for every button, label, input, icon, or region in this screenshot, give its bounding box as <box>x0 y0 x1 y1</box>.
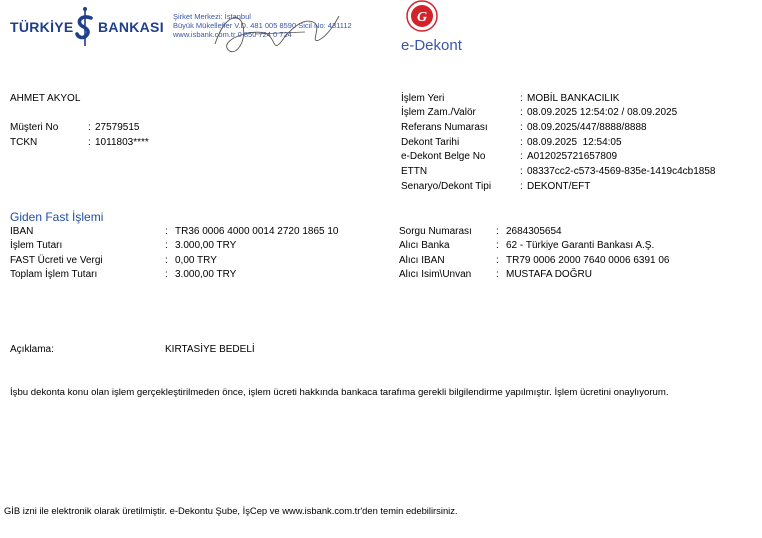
fast-value: TR36 0006 4000 0014 2720 1865 10 <box>175 226 339 237</box>
fast-label: Alıcı IBAN <box>399 255 445 266</box>
field-value: 27579515 <box>95 122 140 133</box>
fast-value: TR79 0006 2000 7640 0006 6391 06 <box>506 255 670 266</box>
fast-label: Toplam İşlem Tutarı <box>10 269 98 280</box>
info-value: 08.09.2025/447/8888/8888 <box>527 122 647 133</box>
fast-label: Sorgu Numarası <box>399 226 472 237</box>
signature-scribble <box>195 4 345 62</box>
fast-value: 2684305654 <box>506 226 562 237</box>
info-separator: : <box>520 93 523 104</box>
customer-name: AHMET AKYOL <box>10 93 81 104</box>
stamp-seal-icon <box>405 0 439 34</box>
info-label: İşlem Zam./Valör <box>401 107 476 118</box>
fast-label: Alıcı Banka <box>399 240 450 251</box>
info-separator: : <box>520 181 523 192</box>
hq-line: Büyük Mükellefler V.D. 481 005 8590 Sicil No: 431112 <box>173 21 352 30</box>
fast-value: 3.000,00 TRY <box>175 269 237 280</box>
fast-separator: : <box>165 226 168 237</box>
fast-separator: : <box>165 240 168 251</box>
isbank-logo-icon <box>73 6 97 50</box>
description-label: Açıklama: <box>10 344 54 355</box>
fast-value: 3.000,00 TRY <box>175 240 237 251</box>
bank-logo-left-text: TÜRKİYE <box>10 19 74 35</box>
hq-line: Şirket Merkezi: İstanbul <box>173 12 251 21</box>
field-separator: : <box>88 137 91 148</box>
fast-separator: : <box>496 226 499 237</box>
info-value: 08.09.2025 12:54:05 <box>527 137 622 148</box>
stamp-letter: G <box>416 10 428 25</box>
info-label: İşlem Yeri <box>401 93 445 104</box>
footer-text: GİB izni ile elektronik olarak üretilmiştir. e-Dekontu Şube, İşCep ve www.isbank.com.tr'den temin edebilirsiniz. <box>4 505 458 516</box>
fast-value: 0,00 TRY <box>175 255 217 266</box>
info-separator: : <box>520 107 523 118</box>
info-label: ETTN <box>401 166 428 177</box>
fast-label: IBAN <box>10 226 34 237</box>
fast-label: Alıcı Isim\Unvan <box>399 269 472 280</box>
fast-label: İşlem Tutarı <box>10 240 63 251</box>
section-title: Giden Fast İşlemi <box>10 210 104 224</box>
fast-separator: : <box>496 240 499 251</box>
info-separator: : <box>520 137 523 148</box>
fast-label: FAST Ücreti ve Vergi <box>10 255 103 266</box>
info-value: 08337cc2-c573-4569-835e-1419c4cb1858 <box>527 166 716 177</box>
field-label: TCKN <box>10 137 38 148</box>
hq-line: www.isbank.com.tr 0 850 724 0 724 <box>173 30 292 39</box>
info-label: Referans Numarası <box>401 122 488 133</box>
info-separator: : <box>520 122 523 133</box>
document-title: e-Dekont <box>401 37 462 54</box>
field-label: Müşteri No <box>10 122 59 133</box>
field-separator: : <box>88 122 91 133</box>
fast-separator: : <box>165 269 168 280</box>
info-separator: : <box>520 166 523 177</box>
description-value: KIRTASİYE BEDELİ <box>165 344 255 355</box>
consent-text: İşbu dekonta konu olan işlem gerçekleştirilmeden önce, işlem ücreti hakkında bankaca tarafıma gerekli bilgilendirme yapılmıştır. İşlem ücretini onaylıyorum. <box>10 387 669 398</box>
info-label: Dekont Tarihi <box>401 137 460 148</box>
info-value: DEKONT/EFT <box>527 181 591 192</box>
info-label: e-Dekont Belge No <box>401 151 486 162</box>
bank-logo-right-text: BANKASI <box>98 19 164 35</box>
info-label: Senaryo/Dekont Tipi <box>401 181 492 192</box>
info-value: A012025721657809 <box>527 151 618 162</box>
fast-separator: : <box>496 255 499 266</box>
fast-separator: : <box>496 269 499 280</box>
field-value: 1011803**** <box>95 137 149 148</box>
fast-value: MUSTAFA DOĞRU <box>506 269 592 280</box>
info-value: MOBİL BANKACILIK <box>527 93 620 104</box>
fast-value: 62 - Türkiye Garanti Bankası A.Ş. <box>506 240 655 251</box>
info-separator: : <box>520 151 523 162</box>
fast-separator: : <box>165 255 168 266</box>
info-value: 08.09.2025 12:54:02 / 08.09.2025 <box>527 107 678 118</box>
